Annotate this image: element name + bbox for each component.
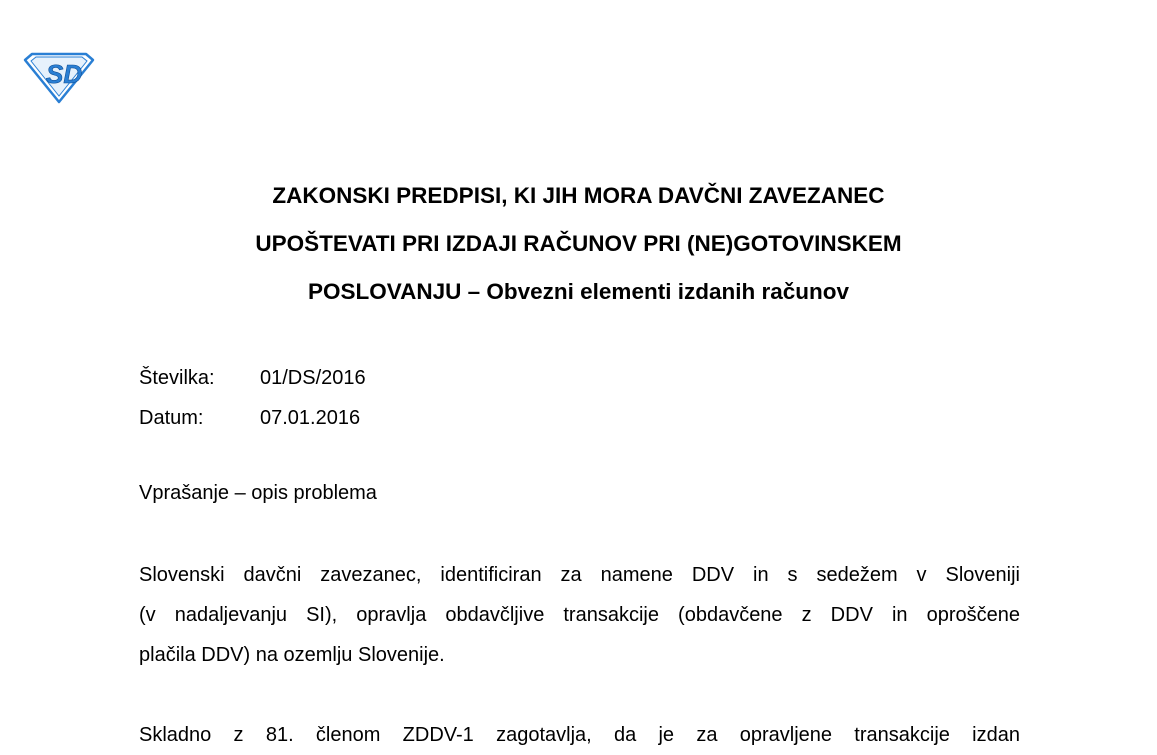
meta-number-row <box>139 358 366 398</box>
paragraph-1-line-1: Slovenski davčni zavezanec, identificiran za namene DDV in s sedežem v Sloveniji <box>139 564 1020 586</box>
date-label: Datum: <box>139 407 204 429</box>
paragraph-2-line-1: Skladno z 81. členom ZDDV-1 zagotavlja, da je za opravljene transakcije izdan <box>139 724 1020 746</box>
date-value: 07.01.2016 <box>260 407 361 429</box>
title-line-1: ZAKONSKI PREDPISI, KI JIH MORA DAVČNI ZAVEZANEC <box>272 183 885 208</box>
paragraph-1 <box>139 555 1020 675</box>
paragraph-1-line-2: (v nadaljevanju SI), opravlja obdavčljive transakcije (obdavčene z DDV in oproščene <box>139 604 1020 626</box>
logo-letters: SD <box>46 59 83 89</box>
meta-date-row <box>139 398 366 438</box>
paragraph-1-line-3: plačila DDV) na ozemlju Slovenije. <box>139 644 445 666</box>
document-title <box>0 172 1157 316</box>
question-heading: Vprašanje – opis problema <box>139 482 377 504</box>
company-logo <box>22 50 96 104</box>
shield-logo-icon <box>22 50 96 104</box>
title-line-2: UPOŠTEVATI PRI IZDAJI RAČUNOV PRI (NE)GOTOVINSKEM <box>255 231 902 256</box>
document-meta <box>139 358 366 438</box>
number-value: 01/DS/2016 <box>260 367 366 389</box>
number-label: Številka: <box>139 367 215 389</box>
title-line-3: POSLOVANJU – Obvezni elementi izdanih računov <box>308 279 849 304</box>
paragraph-2 <box>139 715 1020 755</box>
